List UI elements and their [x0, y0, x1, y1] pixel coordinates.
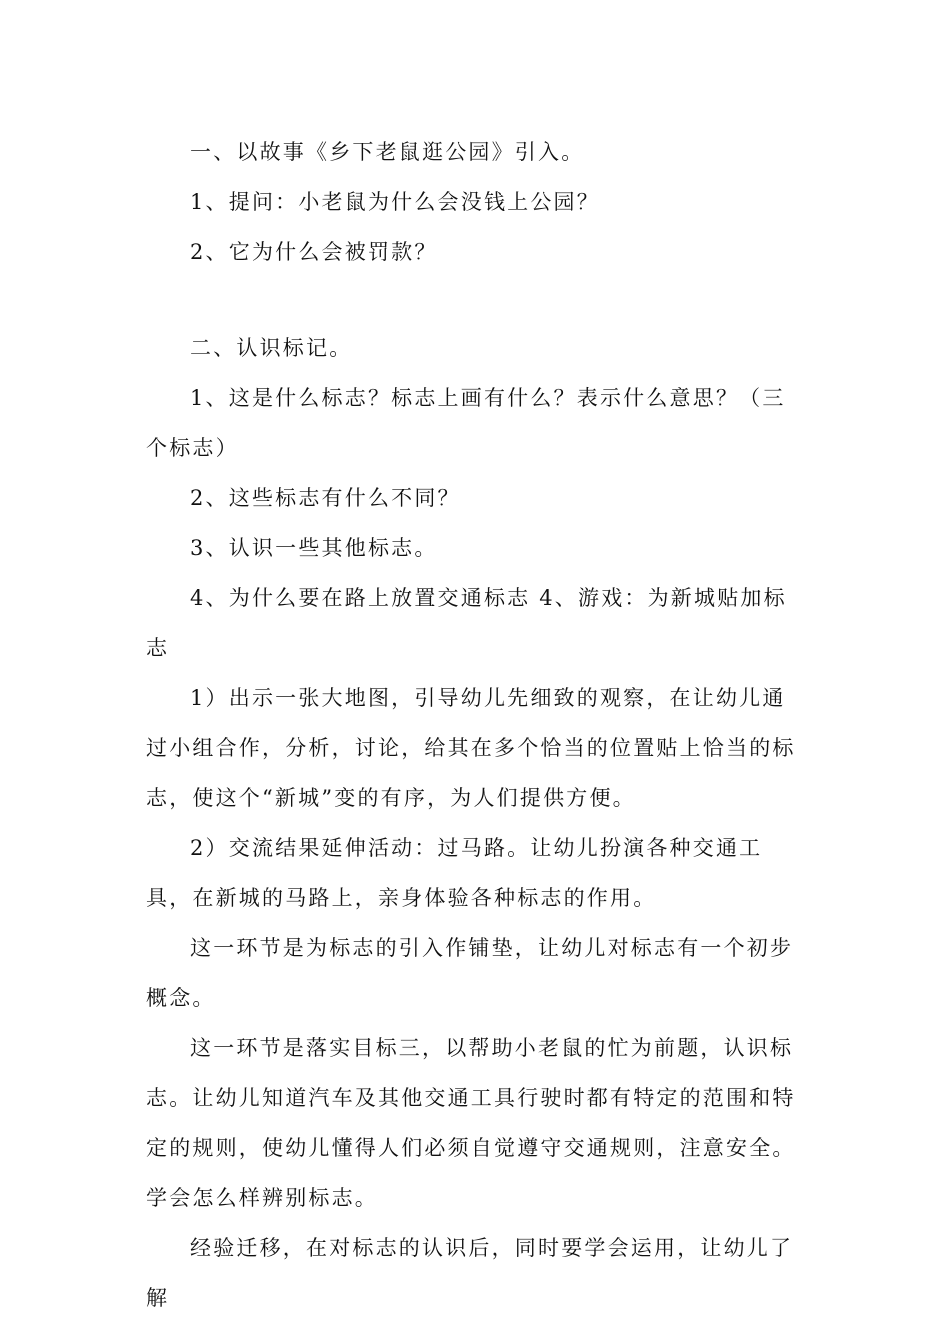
commentary-paragraph-2: 这一环节是落实目标三，以帮助小老鼠的忙为前题，认识标志。让幼儿知道汽车及其他交通工具行驶时都有特定的范围和特定的规则，使幼儿懂得人们必须自觉遵守交通规则，注意安全。学会怎么样辨别标志。	[146, 1036, 796, 1210]
section1-heading: 一、以故事《乡下老鼠逛公园》引入。	[190, 140, 585, 164]
document-body	[146, 127, 808, 1323]
commentary-paragraph-1: 这一环节是为标志的引入作铺垫，让幼儿对标志有一个初步概念。	[146, 936, 794, 1010]
paragraph-gap	[146, 277, 808, 323]
section2-question-2: 2、这些标志有什么不同？	[190, 486, 461, 510]
commentary-paragraph-3: 经验迁移，在对标志的认识后，同时要学会运用，让幼儿了解	[146, 1236, 794, 1310]
section2-step-2: 2）交流结果延伸活动：过马路。让幼儿扮演各种交通工具，在新城的马路上，亲身体验各种标志的作用。	[146, 836, 763, 910]
section2-question-1: 1、这是什么标志？标志上画有什么？表示什么意思？（三个标志）	[146, 386, 786, 460]
section1-question-1: 1、提问：小老鼠为什么会没钱上公园？	[190, 190, 600, 214]
section2-question-4: 4、为什么要在路上放置交通标志 4、游戏：为新城贴加标志	[146, 586, 787, 660]
section2-step-1: 1）出示一张大地图，引导幼儿先细致的观察，在让幼儿通过小组合作，分析，讨论，给其在多个恰当的位置贴上恰当的标志，使这个“新城”变的有序，为人们提供方便。	[146, 686, 796, 810]
section2-heading: 二、认识标记。	[190, 336, 353, 360]
section1-question-2: 2、它为什么会被罚款？	[190, 240, 438, 264]
section2-question-3: 3、认识一些其他标志。	[190, 536, 438, 560]
